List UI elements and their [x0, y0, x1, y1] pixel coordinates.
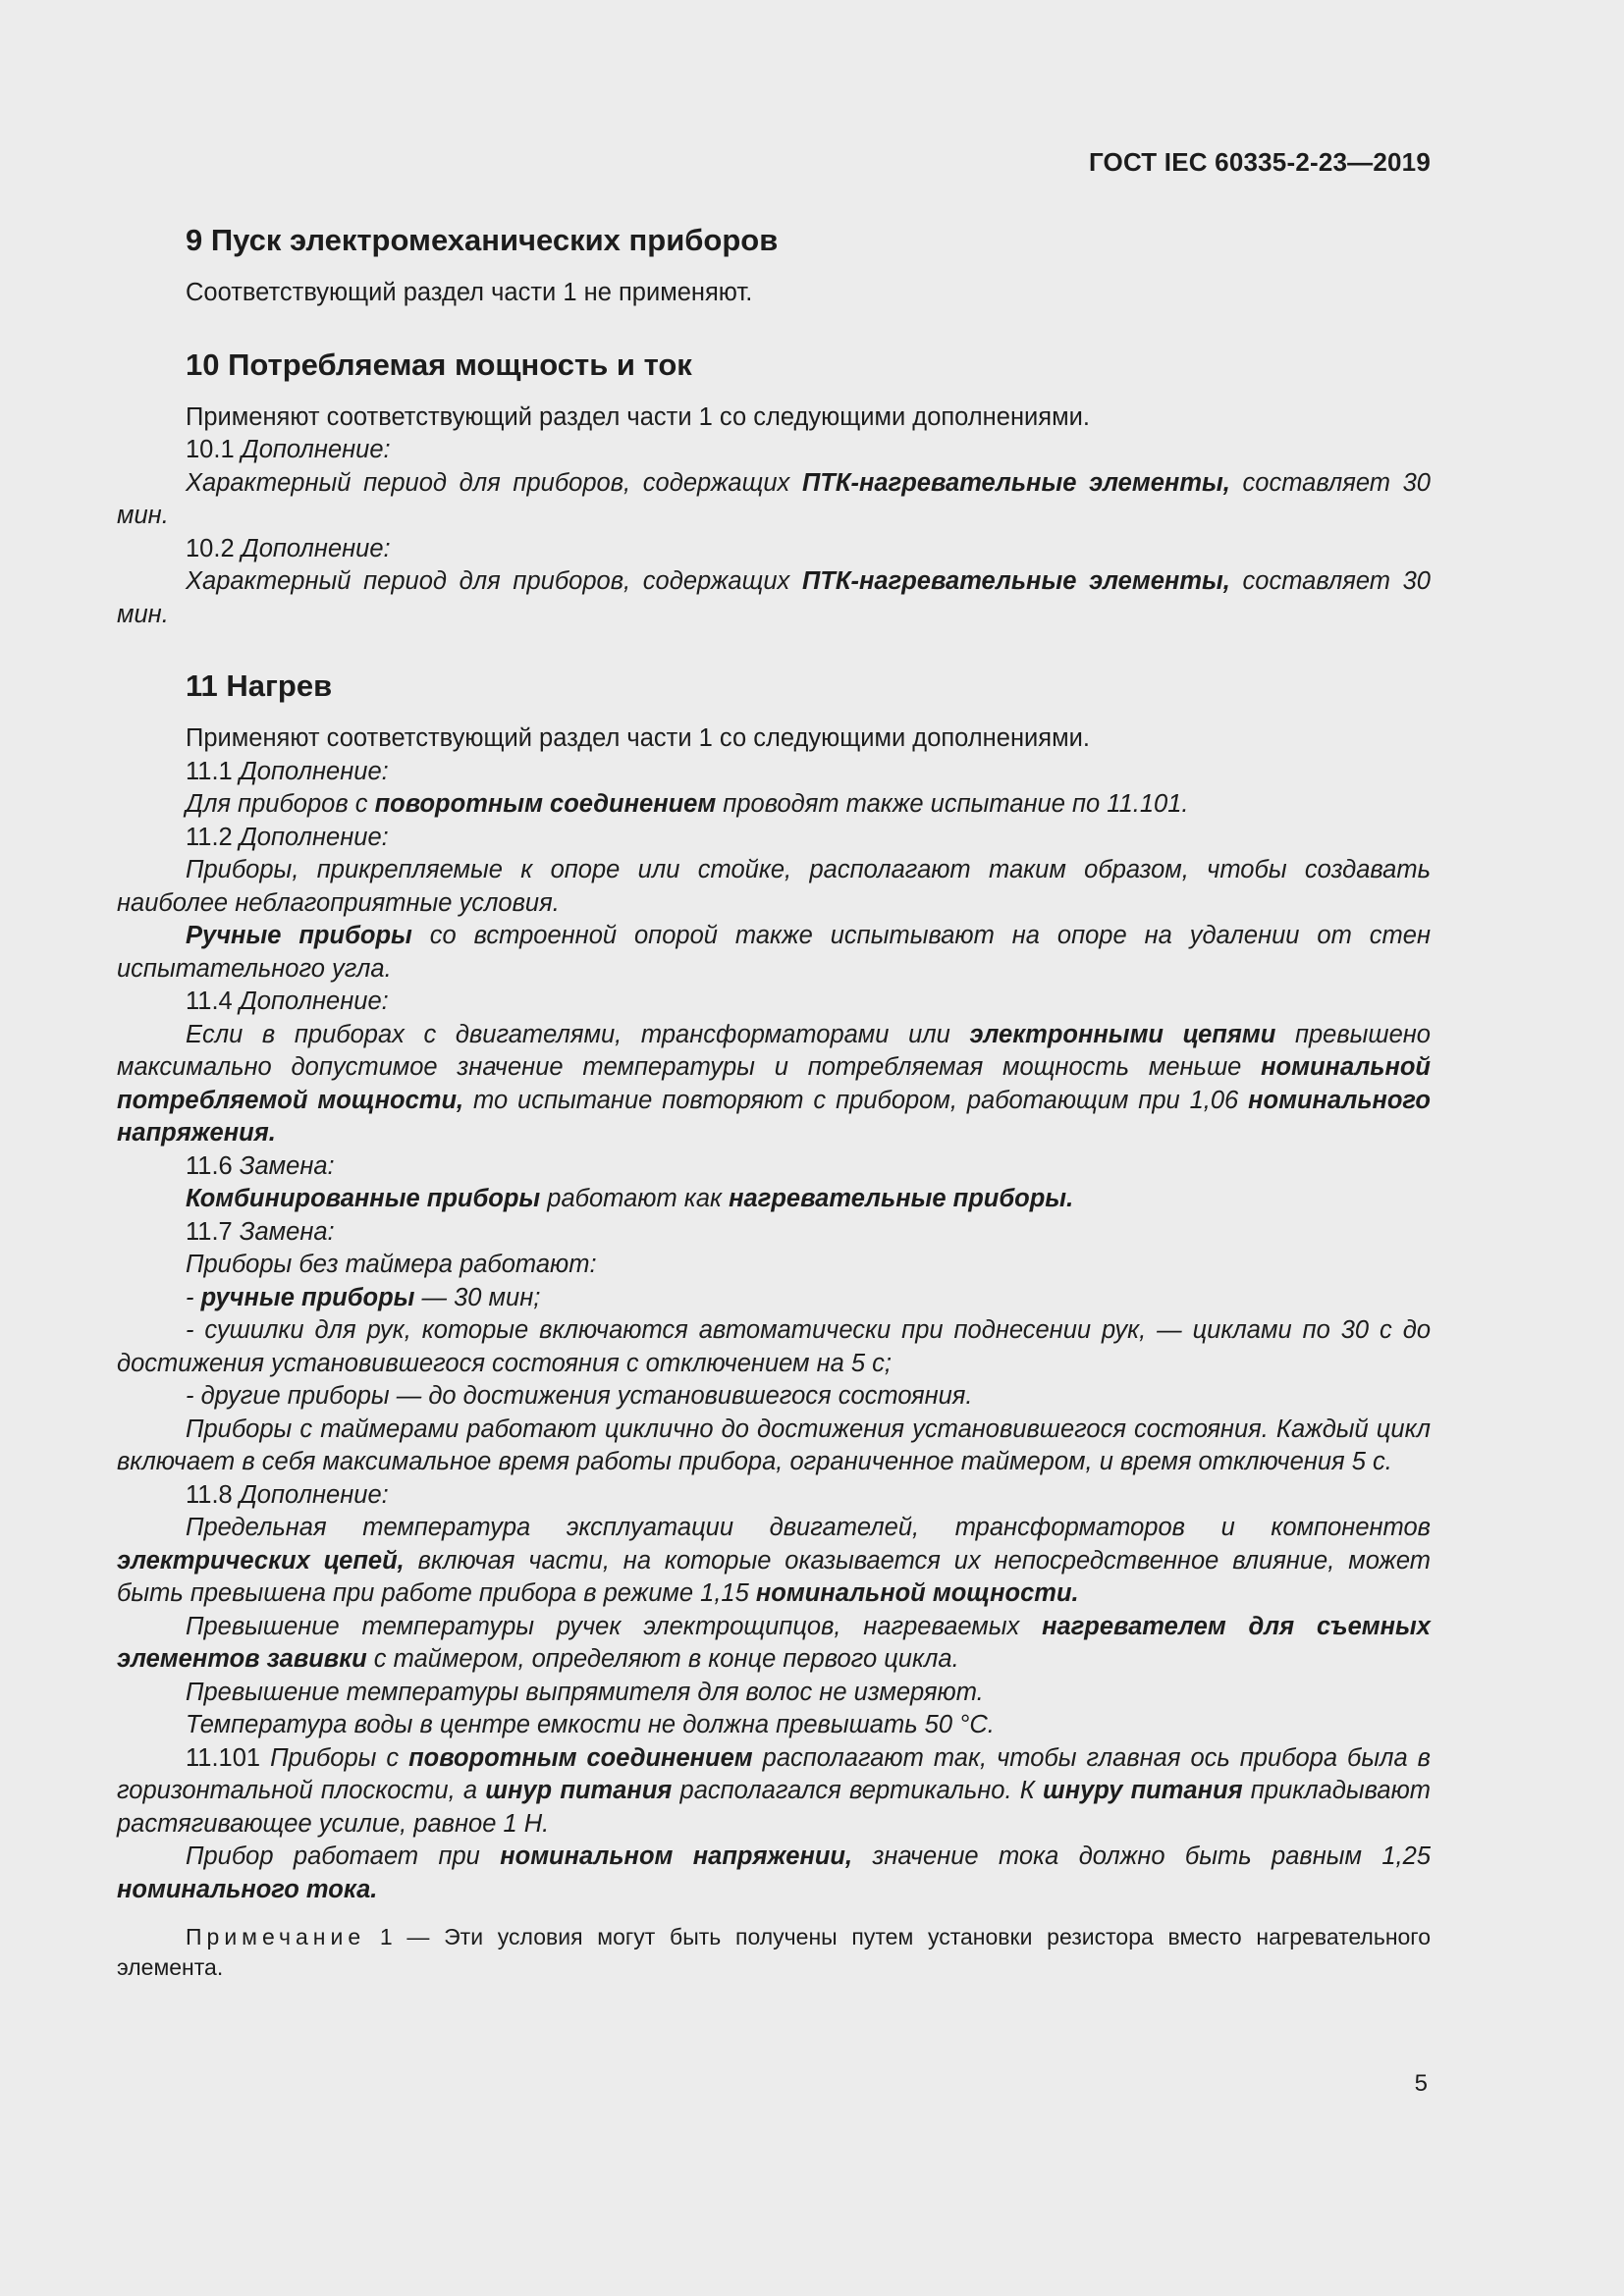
- text-span: работают как: [540, 1185, 730, 1212]
- list-item: - сушилки для рук, которые включаются автоматически при поднесении рук, — циклами по 30 с до достижения установившегося состояния с отключением на 5 с;: [117, 1316, 1431, 1377]
- clause-label: Дополнение:: [239, 988, 389, 1015]
- note-1: [117, 1922, 1431, 1983]
- defined-term: номинального тока.: [117, 1875, 378, 1903]
- defined-term: Комбинированные приборы: [186, 1185, 541, 1212]
- clause-label: Дополнение:: [239, 823, 389, 851]
- defined-term: номинальной мощности.: [755, 1579, 1079, 1607]
- list-dash: -: [186, 1283, 201, 1311]
- clause-number: 11.101: [186, 1743, 261, 1772]
- text-span: со встроенной опорой также испытывают на опоре на удалении от стен испытательного угла.: [117, 922, 1431, 983]
- defined-term: ПТК-нагревательные элементы,: [801, 567, 1230, 595]
- defined-term: нагревательные приборы.: [729, 1185, 1074, 1212]
- text-span: превышено максимально допустимое значение температуры и потребляемая мощность меньше: [117, 1020, 1431, 1081]
- clause-label: Дополнение:: [239, 1480, 389, 1509]
- defined-term: поворотным соединением: [374, 790, 717, 818]
- text-span: включая части, на которые оказывается их непосредственное влияние, может быть превышена при работе прибора в режиме 1,15: [117, 1546, 1431, 1607]
- clause-number: 11.6: [186, 1151, 233, 1180]
- text-span: то испытание повторяют с прибором, работающим при 1,06: [463, 1086, 1249, 1114]
- defined-term: шнур питания: [485, 1777, 673, 1804]
- text-span: значение тока должно быть равным 1,25: [852, 1842, 1431, 1870]
- clause-11-2-text-1: Приборы, прикрепляемые к опоре или стойке, располагают таким образом, чтобы создавать наиболее неблагоприятные условия.: [117, 856, 1431, 917]
- section-11-heading: 11 Нагрев: [186, 668, 333, 703]
- clause-10-1-text: [117, 467, 1431, 533]
- clause-number: 11.2: [186, 823, 233, 851]
- clause-11-4-heading: [117, 986, 1431, 1019]
- text-span: с таймером, определяют в конце первого цикла.: [366, 1645, 959, 1673]
- text-span: прикладывают растягивающее усилие, равное 1 Н.: [117, 1777, 1432, 1838]
- clause-10-2-heading: [117, 533, 1431, 566]
- clause-11-4-text: [117, 1019, 1431, 1150]
- text-span: проводят также испытание по 11.101.: [716, 790, 1189, 818]
- note-text: 1 — Эти условия могут быть получены путем установки резистора вместо нагревательного элемента.: [117, 1924, 1431, 1980]
- defined-term: ПТК-нагревательные элементы,: [801, 468, 1230, 497]
- list-item: [117, 1282, 1431, 1315]
- clause-11-8-text-2: [117, 1611, 1431, 1677]
- document-body: [117, 221, 1431, 1983]
- clause-number: 10.1: [186, 436, 235, 463]
- clause-11-8-heading: [117, 1479, 1431, 1513]
- clause-11-8-text-4: Температура воды в центре емкости не должна превышать 50 °С.: [186, 1711, 995, 1738]
- text-span: Превышение температуры ручек электрощипцов, нагреваемых: [186, 1612, 1043, 1640]
- page-number: 5: [1414, 2070, 1428, 2097]
- clause-label: Дополнение:: [241, 534, 391, 562]
- clause-11-7-heading: [117, 1216, 1431, 1250]
- text-span: располагался вертикально. К: [672, 1777, 1044, 1804]
- clause-11-6-text: [117, 1183, 1431, 1216]
- clause-label: Дополнение:: [241, 436, 391, 463]
- text-span: Характерный период для приборов, содержащих: [186, 468, 802, 497]
- clause-11-2-heading: [117, 822, 1431, 855]
- text-span: составляет 30 мин.: [117, 567, 1431, 628]
- clause-number: 11.4: [186, 988, 233, 1015]
- text-span: Приборы с: [260, 1743, 409, 1772]
- clause-11-101-text-2: [117, 1841, 1431, 1906]
- text-span: Если в приборах с двигателями, трансформаторами или: [186, 1020, 970, 1048]
- clause-11-8-text-3: Превышение температуры выпрямителя для волос не измеряют.: [186, 1678, 984, 1706]
- clause-label: Замена:: [239, 1217, 335, 1246]
- defined-term: электрических цепей,: [117, 1546, 405, 1575]
- text-span: Прибор работает при: [186, 1842, 501, 1870]
- clause-number: 10.2: [186, 534, 235, 562]
- text-span: Для приборов с: [186, 790, 375, 818]
- defined-term: шнуру питания: [1043, 1777, 1243, 1804]
- defined-term: электронными цепями: [969, 1020, 1276, 1048]
- clause-11-6-heading: [117, 1150, 1431, 1184]
- clause-10-2-text: [117, 565, 1431, 631]
- clause-11-101-text: [117, 1742, 1431, 1842]
- defined-term: номинальной потребляемой мощности,: [117, 1053, 1431, 1114]
- defined-term: Ручные приборы: [186, 922, 412, 949]
- clause-11-1-text: [117, 788, 1431, 822]
- text-span: — 30 мин;: [414, 1283, 541, 1311]
- section-10-intro: Применяют соответствующий раздел части 1 со следующими дополнениями.: [186, 402, 1090, 431]
- clause-11-2-text-2: [117, 920, 1431, 986]
- defined-term: номинальном напряжении,: [500, 1842, 853, 1870]
- defined-term: ручные приборы: [200, 1283, 415, 1311]
- clause-label: Дополнение:: [239, 757, 389, 785]
- clause-11-7-text-2: Приборы с таймерами работают циклично до достижения установившегося состояния. Каждый цикл включает в себя максимальное время работы прибора, ограниченное таймером, и время отключения 5 с.: [117, 1415, 1431, 1475]
- note-label: Примечание: [186, 1924, 366, 1949]
- document-id-header: ГОСТ IEC 60335-2-23—2019: [1088, 147, 1431, 177]
- clause-10-1-heading: [117, 434, 1431, 467]
- clause-number: 11.7: [186, 1217, 233, 1246]
- text-span: Характерный период для приборов, содержащих: [186, 567, 802, 595]
- defined-term: нагревателем для съемных элементов завивки: [117, 1612, 1431, 1673]
- clause-number: 11.8: [186, 1480, 233, 1509]
- section-10-heading: 10 Потребляемая мощность и ток: [186, 347, 692, 382]
- list-item: - другие приборы — до достижения установившегося состояния.: [186, 1382, 973, 1410]
- clause-11-7-intro: Приборы без таймера работают:: [186, 1251, 597, 1278]
- text-span: составляет 30 мин.: [117, 468, 1431, 529]
- section-11-intro: Применяют соответствующий раздел части 1 со следующими дополнениями.: [186, 724, 1090, 752]
- clause-label: Замена:: [239, 1151, 335, 1180]
- section-9-text: Соответствующий раздел части 1 не применяют.: [186, 279, 753, 306]
- text-span: располагают так, чтобы главная ось прибора была в горизонтальной плоскости, а: [117, 1743, 1431, 1804]
- clause-11-8-text-1: [117, 1512, 1431, 1611]
- section-9-heading: 9 Пуск электромеханических приборов: [186, 223, 779, 257]
- defined-term: поворотным соединением: [408, 1743, 753, 1772]
- text-span: Предельная температура эксплуатации двигателей, трансформаторов и компонентов: [186, 1514, 1431, 1541]
- clause-number: 11.1: [186, 757, 233, 785]
- defined-term: номинального напряжения.: [117, 1086, 1431, 1147]
- clause-11-1-heading: [117, 756, 1431, 789]
